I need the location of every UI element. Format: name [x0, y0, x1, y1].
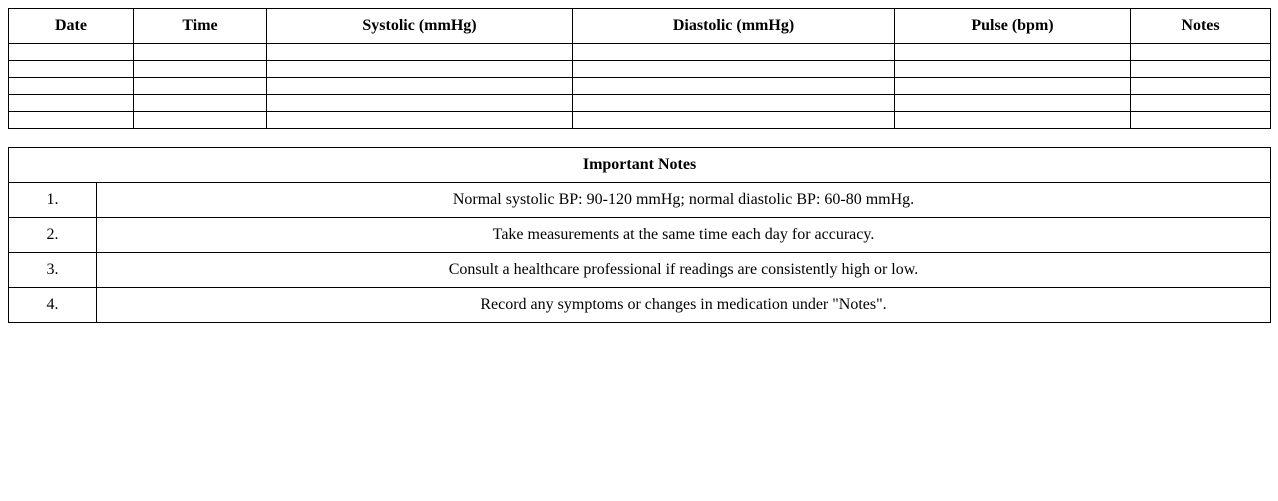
- diastolic-cell[interactable]: [573, 112, 895, 129]
- note-text: Record any symptoms or changes in medication under "Notes".: [97, 288, 1271, 323]
- header-pulse: Pulse (bpm): [895, 9, 1131, 44]
- pulse-cell[interactable]: [895, 44, 1131, 61]
- header-date: Date: [9, 9, 134, 44]
- log-header-row: [9, 9, 1271, 44]
- header-diastolic: Diastolic (mmHg): [573, 9, 895, 44]
- header-notes: Notes: [1131, 9, 1271, 44]
- table-row: [9, 78, 1271, 95]
- systolic-cell[interactable]: [267, 112, 573, 129]
- pulse-cell[interactable]: [895, 78, 1131, 95]
- header-systolic: Systolic (mmHg): [267, 9, 573, 44]
- systolic-cell[interactable]: [267, 44, 573, 61]
- diastolic-cell[interactable]: [573, 95, 895, 112]
- time-cell[interactable]: [134, 112, 267, 129]
- list-item: [9, 183, 1271, 218]
- notes-cell[interactable]: [1131, 78, 1271, 95]
- systolic-cell[interactable]: [267, 95, 573, 112]
- notes-title-row: [9, 148, 1271, 183]
- pulse-cell[interactable]: [895, 112, 1131, 129]
- time-cell[interactable]: [134, 61, 267, 78]
- date-cell[interactable]: [9, 78, 134, 95]
- date-cell[interactable]: [9, 44, 134, 61]
- list-item: [9, 288, 1271, 323]
- diastolic-cell[interactable]: [573, 78, 895, 95]
- note-number: 4.: [9, 288, 97, 323]
- notes-cell[interactable]: [1131, 61, 1271, 78]
- note-number: 2.: [9, 218, 97, 253]
- pulse-cell[interactable]: [895, 61, 1131, 78]
- time-cell[interactable]: [134, 95, 267, 112]
- systolic-cell[interactable]: [267, 61, 573, 78]
- header-time: Time: [134, 9, 267, 44]
- diastolic-cell[interactable]: [573, 61, 895, 78]
- note-number: 1.: [9, 183, 97, 218]
- date-cell[interactable]: [9, 112, 134, 129]
- date-cell[interactable]: [9, 95, 134, 112]
- time-cell[interactable]: [134, 78, 267, 95]
- note-text: Consult a healthcare professional if readings are consistently high or low.: [97, 253, 1271, 288]
- notes-cell[interactable]: [1131, 95, 1271, 112]
- list-item: [9, 218, 1271, 253]
- pulse-cell[interactable]: [895, 95, 1131, 112]
- important-notes-table: [8, 147, 1271, 323]
- notes-title: Important Notes: [9, 148, 1271, 183]
- note-text: Take measurements at the same time each day for accuracy.: [97, 218, 1271, 253]
- table-row: [9, 112, 1271, 129]
- note-number: 3.: [9, 253, 97, 288]
- time-cell[interactable]: [134, 44, 267, 61]
- table-row: [9, 95, 1271, 112]
- systolic-cell[interactable]: [267, 78, 573, 95]
- notes-cell[interactable]: [1131, 112, 1271, 129]
- note-text: Normal systolic BP: 90-120 mmHg; normal diastolic BP: 60-80 mmHg.: [97, 183, 1271, 218]
- table-row: [9, 44, 1271, 61]
- blood-pressure-log-table: [8, 8, 1271, 129]
- notes-cell[interactable]: [1131, 44, 1271, 61]
- table-row: [9, 61, 1271, 78]
- diastolic-cell[interactable]: [573, 44, 895, 61]
- date-cell[interactable]: [9, 61, 134, 78]
- list-item: [9, 253, 1271, 288]
